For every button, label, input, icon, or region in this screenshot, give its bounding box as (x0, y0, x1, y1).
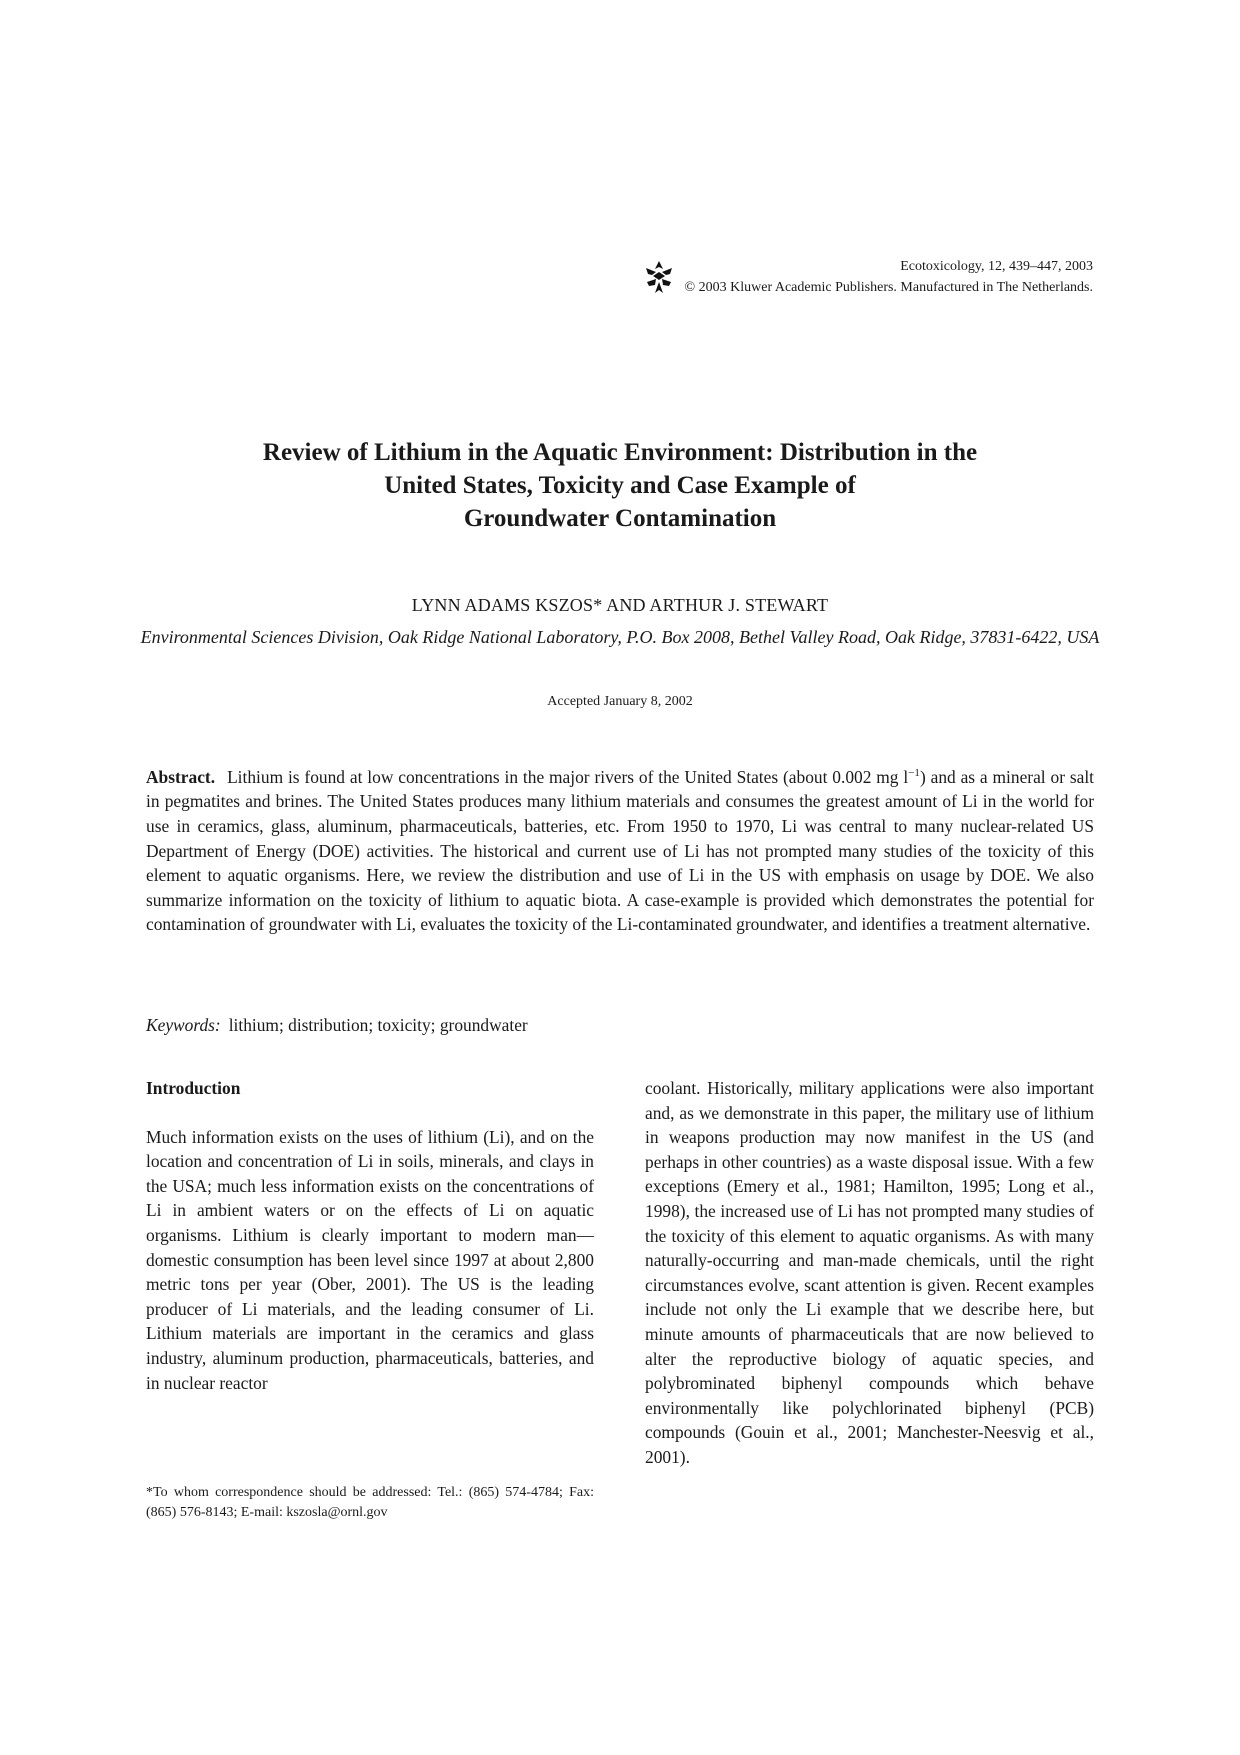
title-line-1: Review of Lithium in the Aquatic Environment: Distribution in the (262, 439, 978, 466)
author-list: LYNN ADAMS KSZOS* AND ARTHUR J. STEWART (411, 595, 829, 615)
keywords-label: Keywords: (146, 1015, 221, 1035)
correspondence-footnote: *To whom correspondence should be addressed: Tel.: (865) 574-4784; Fax: (865) 576-8143; E-mail: kszosla@ornl.gov (146, 1485, 594, 1520)
copyright-line: © 2003 Kluwer Academic Publishers. Manufactured in The Netherlands. (684, 280, 1093, 295)
accepted-date: Accepted January 8, 2002 (547, 694, 693, 709)
introduction-paragraph-right: coolant. Historically, military applications were also important and, as we demonstrate in this paper, the military use of lithium in weapons production may now manifest in the US (and perhaps in other countries) as a waste disposal issue. With a few exceptions (Emery et al., 1981; Hamilton, 1995; Long et al., 1998), the increased use of Li has not prompted many studies of the toxicity of this element to aquatic organisms. As with many naturally-occurring and man-made chemicals, until the right circumstances evolve, scant attention is given. Recent examples include not only the Li example that we describe here, but minute amounts of pharmaceuticals that are now believed to alter the reproductive biology of aquatic species, and polybrominated biphenyl compounds which behave environmentally like polychlorinated biphenyl (PCB) compounds (Gouin et al., 2001; Manchester-Neesvig et al., 2001). (645, 1078, 1094, 1467)
right-column (645, 1076, 1094, 1470)
abstract (146, 761, 1094, 937)
journal-header (645, 256, 1094, 298)
author-affiliation: Environmental Sciences Division, Oak Ridge National Laboratory, P.O. Box 2008, Bethel Valley Road, Oak Ridge, 37831-6422, USA (140, 627, 1100, 647)
abstract-text-start: Lithium is found at low concentrations in the major rivers of the United States (about 0.002 mg l (227, 766, 909, 787)
introduction-heading: Introduction (146, 1078, 241, 1098)
title-line-3: Groundwater Contamination (463, 505, 777, 532)
journal-citation: Ecotoxicology, 12, 439–447, 2003 (900, 259, 1093, 274)
left-column (146, 1076, 594, 1395)
unit-superscript: −1 (908, 767, 920, 779)
title-line-2: United States, Toxicity and Case Example of (384, 472, 856, 499)
keywords-text: lithium; distribution; toxicity; groundwater (228, 1015, 528, 1035)
publisher-logo-icon (645, 260, 673, 294)
paper-title (0, 436, 1240, 535)
keywords (146, 1013, 1094, 1037)
abstract-text-end: ) and as a mineral or salt in pegmatites and brines. The United States produces many lithium materials and consumes the greatest amount of Li in the world for use in ceramics, glass, aluminum, pharmaceuticals, batteries, etc. From 1950 to 1970, Li was central to many nuclear-related US Department of Energy (DOE) activities. The historical and current use of Li has not prompted many studies of the toxicity of this element to aquatic organisms. Here, we review the distribution and use of Li in the US with emphasis on usage by DOE. We also summarize information on the toxicity of lithium to aquatic biota. A case-example is provided which demonstrates the potential for contamination of groundwater with Li, evaluates the toxicity of the Li-contaminated groundwater, and identifies a treatment alternative. (146, 766, 1094, 935)
abstract-label: Abstract. (146, 766, 216, 787)
introduction-paragraph-left: Much information exists on the uses of lithium (Li), and on the location and concentration of Li in soils, minerals, and clays in the USA; much less information exists on the concentrations of Li in ambient waters or on the effects of Li on aquatic organisms. Lithium is clearly important to modern man—domestic consumption has been level since 1997 at about 2,800 metric tons per year (Ober, 2001). The US is the leading producer of Li materials, and the leading consumer of Li. Lithium materials are important in the ceramics and glass industry, aluminum production, pharmaceuticals, batteries, and in nuclear reactor (146, 1126, 594, 1393)
